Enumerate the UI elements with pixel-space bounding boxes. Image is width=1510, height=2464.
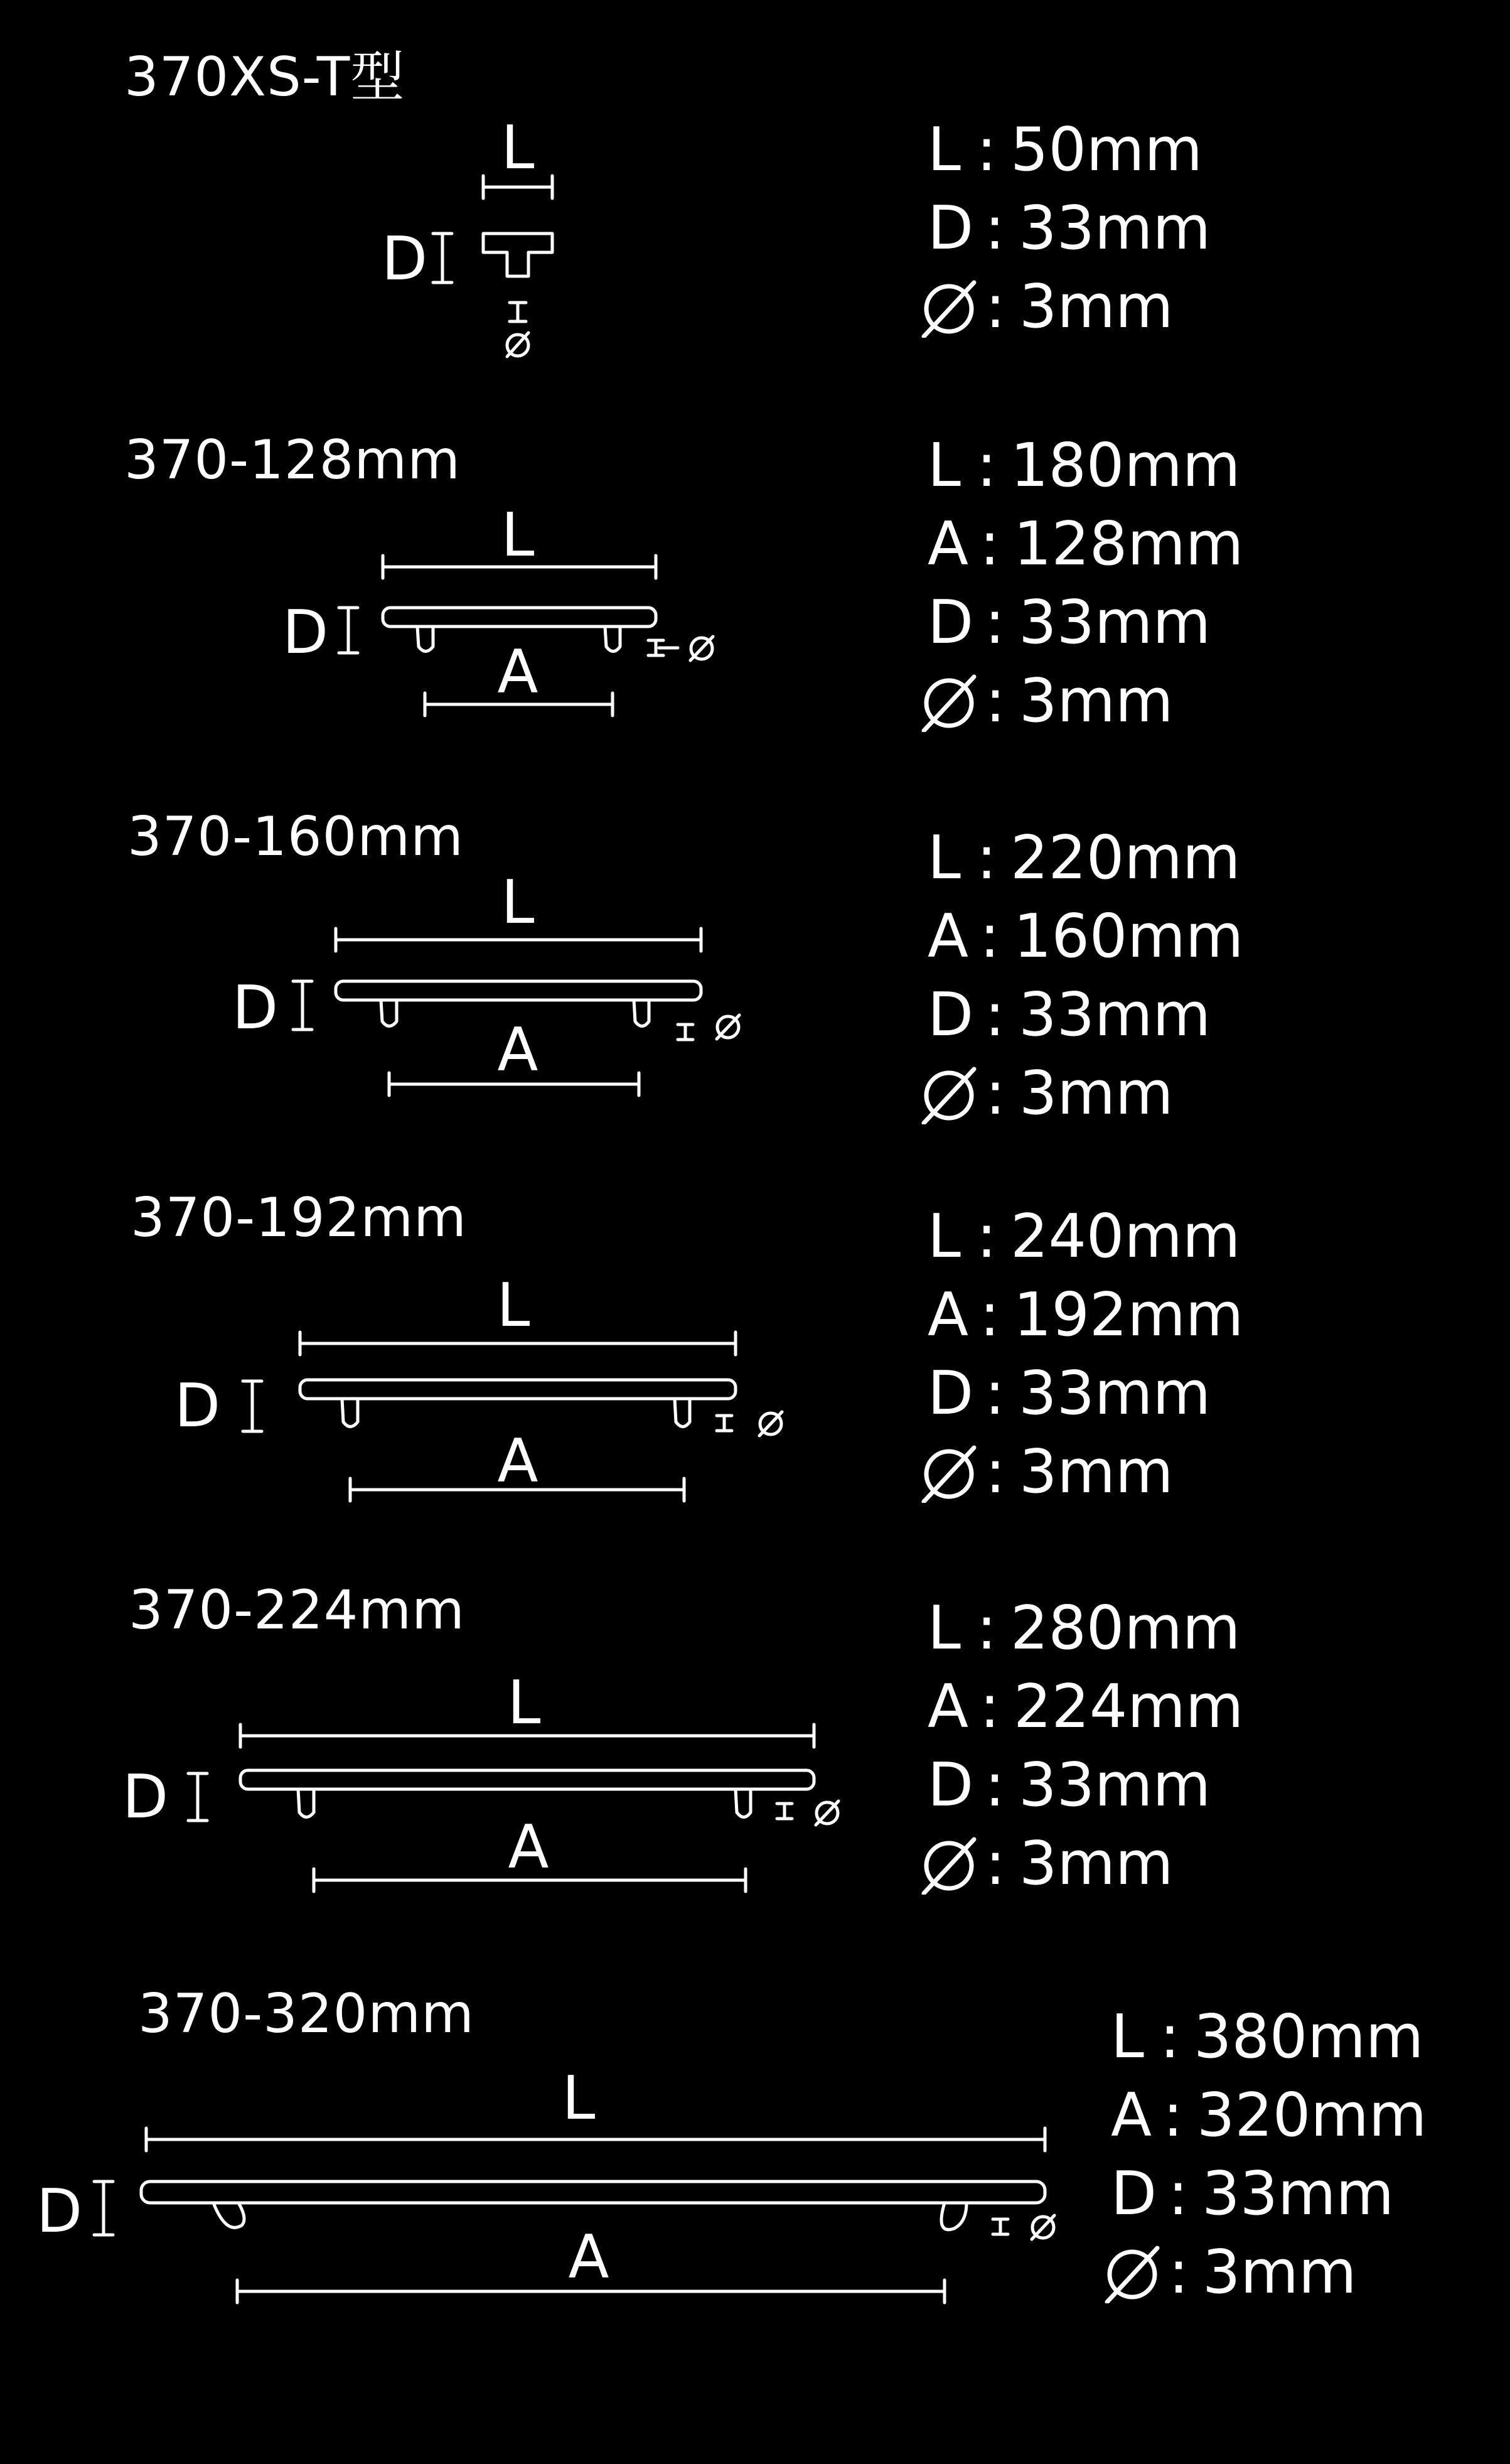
spec-value: 3mm: [1019, 667, 1174, 736]
dim-label-length: L: [501, 868, 535, 937]
spec-row-depth: D : 33mm: [928, 1746, 1243, 1825]
dim-label-length: L: [501, 501, 535, 570]
spec-value: 33mm: [1019, 194, 1211, 263]
drawing-370-224: [122, 1669, 838, 1891]
spec-value: 33mm: [1019, 588, 1211, 657]
spec-row-diameter: : 3mm: [928, 1433, 1243, 1512]
dim-label-length: L: [562, 2064, 596, 2133]
spec-row-depth: D : 33mm: [1111, 2155, 1427, 2234]
drawing-370-192: [174, 1271, 782, 1501]
spec-value: 192mm: [1014, 1281, 1244, 1350]
spec-value: 160mm: [1014, 902, 1244, 971]
spec-key: L: [928, 1594, 961, 1663]
spec-row-spacing: A : 192mm: [928, 1276, 1243, 1355]
spec-value: 224mm: [1014, 1672, 1244, 1741]
model-title-370xs-t: 370XS-T型: [124, 46, 405, 109]
spec-key: D: [1111, 2160, 1157, 2229]
spec-value: 280mm: [1010, 1594, 1241, 1663]
spec-key: A: [928, 902, 968, 971]
spec-row-length: L : 180mm: [928, 427, 1243, 505]
spec-value: 3mm: [1019, 272, 1174, 342]
dim-label-depth: D: [382, 225, 428, 294]
spec-key: L: [1111, 2003, 1144, 2072]
spec-key: A: [928, 510, 968, 579]
spec-key: L: [928, 431, 961, 500]
dim-label-depth: D: [36, 2177, 83, 2246]
spec-row-depth: D : 33mm: [928, 976, 1243, 1055]
spec-key: A: [928, 1672, 968, 1741]
spec-key: A: [1111, 2081, 1152, 2150]
drawing-370-320: [36, 2064, 1054, 2303]
dim-label-spacing: A: [568, 2223, 609, 2292]
spec-row-spacing: A : 224mm: [928, 1668, 1243, 1746]
drawing-370-128: [282, 501, 713, 716]
spec-value: 128mm: [1014, 510, 1244, 579]
model-title-370-160: 370-160mm: [127, 805, 464, 868]
spec-value: 380mm: [1194, 2003, 1424, 2072]
spec-value: 3mm: [1019, 1438, 1174, 1507]
spec-row-diameter: : 3mm: [928, 268, 1211, 347]
spec-key: D: [928, 194, 974, 263]
dim-label-depth: D: [232, 974, 279, 1043]
spec-key: A: [928, 1281, 968, 1350]
dim-label-spacing: A: [497, 638, 538, 707]
spec-value: 33mm: [1019, 981, 1211, 1050]
spec-row-diameter: : 3mm: [928, 1825, 1243, 1903]
spec-row-length: L : 50mm: [928, 111, 1211, 190]
dim-label-depth: D: [122, 1763, 169, 1832]
dim-label-length: L: [496, 1271, 530, 1340]
spec-row-length: L : 280mm: [928, 1590, 1243, 1668]
spec-row-depth: D : 33mm: [928, 584, 1243, 662]
spec-value: 180mm: [1010, 431, 1241, 500]
spec-value: 320mm: [1197, 2081, 1427, 2150]
drawing-370xs-t: [382, 114, 552, 357]
model-title-370-128: 370-128mm: [124, 429, 461, 492]
model-title-370-192: 370-192mm: [131, 1186, 467, 1249]
spec-key: L: [928, 824, 961, 893]
spec-key: D: [928, 981, 974, 1050]
dim-label-depth: D: [174, 1372, 221, 1441]
spec-row-length: L : 220mm: [928, 819, 1243, 898]
spec-row-length: L : 380mm: [1111, 1998, 1427, 2077]
spec-key: D: [928, 588, 974, 657]
dim-label-length: L: [507, 1669, 541, 1738]
spec-key: D: [928, 1751, 974, 1820]
spec-row-diameter: : 3mm: [928, 662, 1243, 741]
spec-value: 33mm: [1019, 1751, 1211, 1820]
spec-key: L: [928, 1202, 961, 1271]
spec-value: 3mm: [1019, 1059, 1174, 1128]
dim-label-spacing: A: [508, 1813, 549, 1882]
spec-value: 240mm: [1010, 1202, 1241, 1271]
model-title-370-224: 370-224mm: [129, 1579, 465, 1642]
spec-value: 50mm: [1010, 116, 1202, 185]
spec-row-depth: D : 33mm: [928, 190, 1211, 268]
dim-label-spacing: A: [497, 1016, 538, 1085]
spec-row-spacing: A : 320mm: [1111, 2077, 1427, 2155]
spec-value: 33mm: [1202, 2160, 1395, 2229]
spec-value: 3mm: [1202, 2238, 1357, 2307]
model-title-370-320: 370-320mm: [138, 1982, 474, 2045]
spec-row-diameter: : 3mm: [928, 1055, 1243, 1133]
spec-key: L: [928, 116, 961, 185]
spec-row-depth: D : 33mm: [928, 1355, 1243, 1433]
spec-value: 33mm: [1019, 1359, 1211, 1428]
drawing-370-160: [232, 868, 739, 1095]
spec-row-length: L : 240mm: [928, 1198, 1243, 1276]
spec-key: D: [928, 1359, 974, 1428]
spec-value: 220mm: [1010, 824, 1241, 893]
spec-row-spacing: A : 160mm: [928, 898, 1243, 976]
dim-label-length: L: [501, 114, 535, 183]
spec-value: 3mm: [1019, 1829, 1174, 1898]
spec-row-spacing: A : 128mm: [928, 505, 1243, 584]
dim-label-spacing: A: [497, 1427, 538, 1496]
spec-row-diameter: : 3mm: [1111, 2234, 1427, 2312]
dim-label-depth: D: [282, 598, 329, 667]
